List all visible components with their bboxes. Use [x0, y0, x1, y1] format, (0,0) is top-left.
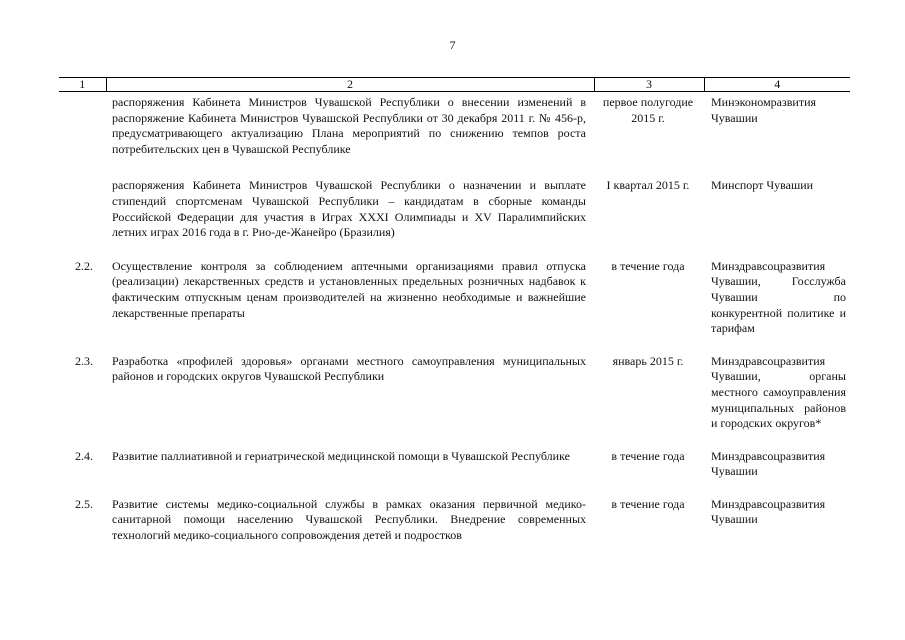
row-number: 2.4. [75, 448, 93, 463]
row-measure-text: распоряжения Кабинета Министров Чувашской Республики о назначении и выплате стипендий спортсменам Чувашской Республики – кандидатам в сборные команды Российской Федерации для участия в Играх XXXI Олимпиады и XV Паралимпийских летних играх 2016 года в г. Рио-де-Жанейро (Бразилия) [112, 178, 586, 240]
row-measure-text: Развитие системы медико-социальной службы в рамках оказания первичной медико-санитарной помощи населению Чувашской Республики. Внедрение современных технологий медико-социального сопровождения детей и подростков [112, 496, 586, 543]
table-row [59, 92, 850, 179]
row-term: январь 2015 г. [612, 353, 684, 368]
header-col-number: 1 [59, 78, 106, 92]
row-term: в течение года [611, 496, 685, 511]
row-number [59, 92, 106, 179]
row-number: 2.3. [75, 353, 93, 368]
table-row [59, 449, 850, 497]
measures-table [59, 77, 850, 544]
row-measure-text: Разработка «профилей здоровья» органами местного самоуправления муниципальных районов и городских округов Чувашской Республики [112, 353, 586, 384]
row-number [59, 178, 106, 258]
row-term: в течение года [611, 258, 685, 273]
row-term: первое полугодие 2015 г. [602, 95, 694, 125]
row-measure-text: Осуществление контроля за соблюдением аптечными организациями правил отпуска (реализации) лекарственных средств и установленных предельных розничных надбавок к фактическим отпускным ценам производителей на жизненно необходимые и важнейшие лекарственные препараты [112, 258, 586, 320]
row-measure-text: распоряжения Кабинета Министров Чувашской Республики о внесении изменений в распоряжение Кабинета Министров Чувашской Республики от 30 декабря 2011 г. № 456-р, предусматривающего актуализацию Плана мероприятий по снижению темпов роста потребительских цен в Чувашской Республике [112, 95, 586, 156]
header-col-measure: 2 [106, 78, 594, 92]
row-term: в течение года [611, 448, 685, 463]
row-executor: Минэкономразвития Чувашии [711, 95, 817, 125]
row-executor: Минспорт Чувашии [711, 178, 814, 193]
row-term: I квартал 2015 г. [606, 178, 690, 193]
row-number: 2.5. [75, 496, 93, 511]
row-executor: Минздравсоцразвития Чувашии, Госслужба Чувашии по конкурентной политике и тарифам [711, 258, 846, 336]
table-row [59, 497, 850, 544]
table-header-row [59, 78, 850, 92]
row-measure-text: Развитие паллиативной и гериатрической медицинской помощи в Чувашской Республике [112, 448, 570, 463]
row-executor: Минздравсоцразвития Чувашии [711, 496, 826, 527]
row-executor: Минздравсоцразвития Чувашии, органы местного самоуправления муниципальных районов и городских округов* [711, 353, 846, 431]
header-col-executor: 4 [704, 78, 850, 92]
table-row [59, 354, 850, 449]
table-row [59, 259, 850, 354]
row-executor: Минздравсоцразвития Чувашии [711, 448, 826, 479]
table-row [59, 178, 850, 258]
page-number: 7 [449, 38, 456, 52]
row-number: 2.2. [75, 258, 93, 273]
header-col-term: 3 [594, 78, 704, 92]
